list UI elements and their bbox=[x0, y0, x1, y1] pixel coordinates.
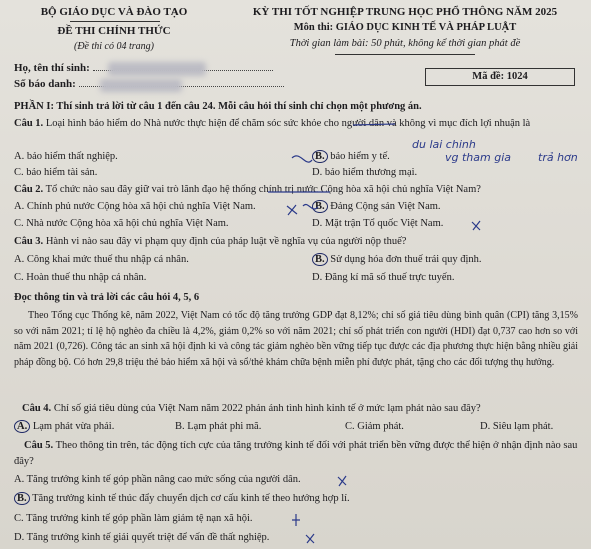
header-right-underline bbox=[335, 54, 475, 55]
question-4-text: Chỉ số giá tiêu dùng của Việt Nam năm 2022 phản ánh tình hình kinh tế ở mức lạm phát nào sau đây? bbox=[53, 403, 481, 414]
question-1-text: Loại hình bảo hiểm do Nhà nước thực hiện để chăm sóc sức khỏe cho người dân và không vì mục đích lợi nhuận là bbox=[45, 118, 531, 129]
q5-option-b-letter: B. bbox=[14, 492, 30, 505]
q2-option-b-letter: B. bbox=[312, 200, 328, 213]
question-4-number: Câu 4. bbox=[22, 403, 52, 414]
q2-d-cross-mark bbox=[472, 221, 480, 230]
candidate-name-label: Họ, tên thí sinh: bbox=[14, 62, 90, 74]
q3-option-b-letter: B. bbox=[312, 253, 328, 266]
ministry-name: BỘ GIÁO DỤC VÀ ĐÀO TẠO bbox=[40, 6, 188, 18]
q5-a-cross-mark bbox=[338, 476, 346, 486]
question-1-number: Câu 1. bbox=[14, 118, 44, 129]
q1-curve-mark bbox=[292, 156, 312, 162]
q2-option-b bbox=[312, 201, 441, 212]
exam-time: Thời gian làm bài: 50 phút, không kể thời gian phát đề bbox=[289, 38, 521, 49]
q4-option-d: D. Siêu lạm phát. bbox=[480, 421, 554, 432]
q5-d-cross-mark bbox=[306, 534, 314, 543]
part-one-text: PHẦN I: Thí sinh trả lời từ câu 1 đến câu 24. Mỗi câu hỏi thí sinh chỉ chọn một phương án. bbox=[14, 101, 422, 112]
candidate-id-label: Số báo danh: bbox=[14, 78, 76, 90]
question-3-number: Câu 3. bbox=[14, 236, 44, 247]
q3-option-c: C. Hoàn thuế thu nhập cá nhân. bbox=[14, 272, 147, 283]
exam-subject: Môn thi: GIÁO DỤC KINH TẾ VÀ PHÁP LUẬT bbox=[293, 22, 517, 33]
page-count: (Đề thi có 04 trang) bbox=[74, 41, 154, 52]
q4-option-a-letter: A. bbox=[14, 420, 30, 433]
question-4-stem bbox=[22, 403, 481, 414]
exam-code-box: Mã đề: 1024 bbox=[425, 68, 575, 86]
exam-title: KỲ THI TỐT NGHIỆP TRUNG HỌC PHỔ THÔNG NĂM 2025 bbox=[252, 6, 558, 18]
reading-title: Đọc thông tin và trả lời các câu hỏi 4, 5, 6 bbox=[14, 292, 200, 303]
q5-c-plus-mark bbox=[292, 514, 300, 526]
q5-option-d: D. Tăng trưởng kinh tế giải quyết triệt để vấn đề thất nghiệp. bbox=[14, 532, 270, 543]
q1-option-c: C. bảo hiểm tài sản. bbox=[14, 167, 98, 178]
q4-option-a bbox=[14, 421, 114, 432]
q4-option-a-text: Lạm phát vừa phải. bbox=[32, 421, 115, 432]
question-5-number: Câu 5. bbox=[24, 440, 54, 451]
q4-option-b: B. Lạm phát phi mã. bbox=[175, 421, 262, 432]
q1-option-b bbox=[312, 151, 390, 162]
q1-option-b-letter: B. bbox=[312, 150, 328, 163]
q1-option-b-text: bảo hiểm y tế. bbox=[330, 151, 390, 162]
question-5-text: Theo thông tin trên, tác động tích cực của tăng trưởng kinh tế đối với phát triển bền vững được thể hiện ở nhận định nào sau đây? bbox=[14, 440, 578, 467]
question-1-stem bbox=[14, 116, 574, 131]
redacted-id bbox=[100, 79, 182, 92]
q5-option-b-text: Tăng trưởng kinh tế thúc đẩy chuyển dịch cơ cấu kinh tế theo hướng hợp lí. bbox=[32, 493, 350, 504]
handwritten-note-3: trả hơn bbox=[538, 151, 578, 164]
q3-option-b-text: Sử dụng hóa đơn thuế trái quy định. bbox=[330, 254, 482, 265]
question-3-text: Hành vi nào sau đây vi phạm quy định của pháp luật về nghĩa vụ của người nộp thuế? bbox=[45, 236, 407, 247]
q5-option-c: C. Tăng trưởng kinh tế góp phần làm giảm tệ nạn xã hội. bbox=[14, 513, 253, 524]
question-2-text: Tổ chức nào sau đây giữ vai trò lãnh đạo hệ thống chính trị nước Cộng hòa xã hội chủ nghĩa Việt Nam? bbox=[45, 184, 481, 195]
q3-option-a: A. Công khai mức thuế thu nhập cá nhân. bbox=[14, 254, 189, 265]
q5-option-a: A. Tăng trưởng kinh tế góp phần nâng cao mức sống của người dân. bbox=[14, 474, 301, 485]
ministry-underline bbox=[70, 21, 160, 22]
q1-option-a: A. bảo hiểm thất nghiệp. bbox=[14, 151, 118, 162]
q3-option-b bbox=[312, 254, 482, 265]
question-2-number: Câu 2. bbox=[14, 184, 44, 195]
q2-option-a: A. Chính phủ nước Cộng hòa xã hội chủ nghĩa Việt Nam. bbox=[14, 201, 256, 212]
q2-cross-mark bbox=[287, 205, 297, 215]
part-one-instruction bbox=[14, 101, 422, 112]
q4-option-c: C. Giảm phát. bbox=[345, 421, 404, 432]
question-5-stem bbox=[14, 438, 579, 470]
q1-option-d: D. bảo hiểm thương mại. bbox=[312, 167, 418, 178]
redacted-name bbox=[108, 62, 206, 76]
q2-option-d: D. Mặt trận Tổ quốc Việt Nam. bbox=[312, 218, 444, 229]
official-label: ĐỀ THI CHÍNH THỨC bbox=[57, 25, 171, 37]
reading-passage: Theo Tổng cục Thống kê, năm 2022, Việt Nam có tốc độ tăng trưởng GDP đạt 8,12%; chỉ số giá tiêu dùng bình quân (CPI) tăng 3,15% so với năm 2021; tỉ lệ hộ nghèo đa chiều là 4,2%, giảm 0,2% so với năm 2021; chỉ số phát triển con người (HDI) đạt 0,737 cao hơn so với năm 2021 (0,726). Công tác an sinh xã hội định kì và công tác giảm nghèo bền vững tiếp tục được các địa phương thực hiện bằng nhiều giải pháp đồng bộ. Có hơn 29,8 triệu thẻ bảo hiểm xã hội và sổ/thẻ khám chữa bệnh miễn phí được phát, tặng cho các đối tượng thụ hưởng. bbox=[14, 310, 578, 368]
handwritten-note-1: du lai chinh bbox=[412, 138, 476, 151]
q2-option-b-text: Đảng Cộng sản Việt Nam. bbox=[330, 201, 441, 212]
question-2-stem bbox=[14, 184, 481, 195]
q2-option-c: C. Nhà nước Cộng hòa xã hội chủ nghĩa Việt Nam. bbox=[14, 218, 229, 229]
handwritten-note-2: vg tham gia bbox=[445, 151, 512, 164]
q5-option-b bbox=[14, 493, 350, 504]
question-3-stem bbox=[14, 236, 406, 247]
q3-option-d: D. Đăng kí mã số thuế trực tuyến. bbox=[312, 272, 455, 283]
